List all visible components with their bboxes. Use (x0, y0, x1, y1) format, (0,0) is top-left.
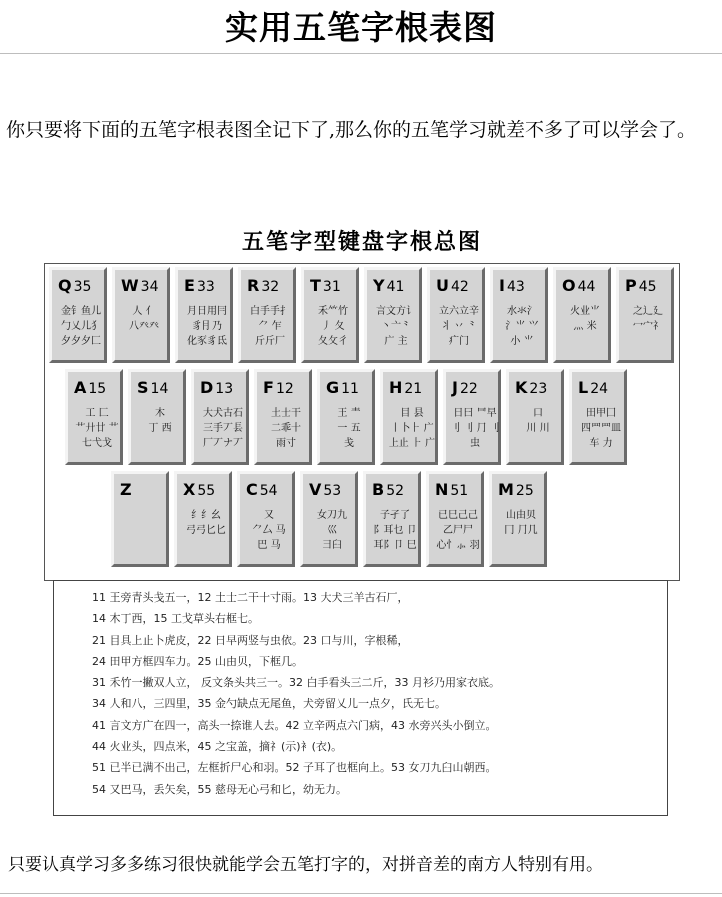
key-roots: 之辶廴 冖宀礻 (633, 306, 663, 332)
key-roots: 大犬古石 三手丆镸 厂丆ナ丆 (203, 408, 243, 449)
key-roots: 人 亻 八癶癶 (129, 306, 159, 332)
key-code: 41 (386, 279, 405, 295)
mnemonic-line: 21 目具上止卜虎皮，22 日早两竖与虫依。23 口与川，字根稀， (92, 633, 409, 647)
key-label (183, 480, 215, 501)
mnemonic-line: 51 已半已满不出己，左框折尸心和羽。52 子耳了也框向上。53 女刀九臼山朝西。 (92, 761, 497, 775)
key-roots: 又 ⺈厶 马 巴 马 (252, 510, 286, 551)
key-letter: A (74, 378, 87, 397)
key-label (120, 480, 134, 501)
key-m (489, 471, 547, 567)
key-label (184, 276, 215, 297)
key-code: 44 (577, 279, 596, 295)
key-roots: 火业⺌ 灬 米 (570, 306, 600, 332)
key-roots: 金钅鱼儿 勹乂儿犭 夕夕夕匚 (61, 306, 101, 347)
key-letter: E (184, 276, 195, 295)
key-letter: B (372, 480, 385, 499)
key-roots: 木 丁 西 (148, 408, 172, 434)
key-letter: C (246, 480, 258, 499)
key-letter: I (499, 276, 505, 295)
key-roots: 白手手扌 ⺈ 乍 斤斤厂 (250, 306, 290, 347)
key-roots: 月日用冃 豸⺝乃 化豕豸氐 (187, 306, 227, 347)
key-code: 12 (275, 381, 294, 397)
key-roots: 女刀九 巛 彐臼 (317, 510, 347, 551)
key-letter: G (326, 378, 340, 397)
key-label (74, 378, 106, 399)
intro-paragraph: 你只要将下面的五笔字根表图全记下了,那么你的五笔学习就差不多了可以学会了。 (6, 119, 697, 141)
key-letter: N (435, 480, 449, 499)
key-code: 13 (215, 381, 234, 397)
key-code: 42 (451, 279, 469, 295)
key-label (58, 276, 91, 297)
top-divider (0, 53, 722, 54)
key-label (435, 480, 468, 501)
key-z (111, 471, 169, 567)
key-letter: W (121, 276, 139, 295)
key-label (625, 276, 657, 297)
key-roots: 已巳己己 乙尸尸 心忄⺗ 羽 (436, 510, 480, 551)
key-o (553, 267, 611, 363)
key-letter: R (247, 276, 260, 295)
key-a (65, 369, 123, 465)
key-d (191, 369, 249, 465)
closing-paragraph: 只要认真学习多多练习很快就能学会五笔打字的，对拼音差的南方人特别有用。 (8, 855, 603, 875)
key-letter: J (452, 378, 458, 397)
key-letter: Y (373, 276, 385, 295)
key-roots: 立六立辛 丬 丷 ⺀ 疒门 (439, 306, 479, 347)
key-letter: F (263, 378, 274, 397)
key-k (506, 369, 564, 465)
key-label (372, 480, 404, 501)
mnemonic-line: 34 人和八，三四里，35 金勺缺点无尾鱼，犬旁留乂儿一点夕，氏无七。 (92, 697, 446, 711)
key-b (363, 471, 421, 567)
key-code: 11 (341, 381, 359, 397)
key-label (326, 378, 359, 399)
key-code: 25 (515, 483, 534, 499)
key-letter: D (200, 378, 214, 397)
key-roots: 禾⺮竹 丿 夂 夂攵彳 (318, 306, 348, 347)
key-e (175, 267, 233, 363)
mnemonic-line: 24 田甲方框四车力。25 山由贝，下框几。 (92, 654, 303, 668)
key-code: 23 (529, 381, 548, 397)
key-letter: K (515, 378, 528, 397)
key-code: 32 (261, 279, 280, 295)
key-letter: T (310, 276, 321, 295)
key-roots: 山由贝 冂 ⺆几 (504, 510, 538, 536)
mnemonic-line: 11 王旁青头戋五一，12 土士二干十寸雨。13 大犬三羊古石厂， (92, 591, 409, 604)
mnemonic-line: 41 言文方广在四一，高头一捺谁人去。42 立辛两点六门病，43 水旁兴头小倒立。 (92, 718, 497, 732)
key-p (616, 267, 674, 363)
key-label (200, 378, 233, 399)
key-label (499, 276, 525, 297)
key-v (300, 471, 358, 567)
key-roots: 土士干 二乖十 雨寸 (271, 408, 301, 449)
key-letter: P (625, 276, 637, 295)
mnemonic-line: 14 木丁西，15 工戈草头右框七。 (92, 612, 259, 626)
key-label (436, 276, 469, 297)
key-code: 24 (590, 381, 609, 397)
key-letter: M (498, 480, 514, 499)
bottom-divider (0, 893, 722, 894)
key-code: 52 (386, 483, 405, 499)
wubi-root-diagram (44, 226, 680, 826)
key-n (426, 471, 484, 567)
mnemonic-legend (53, 580, 668, 816)
key-code: 55 (197, 483, 216, 499)
key-code: 51 (450, 483, 469, 499)
key-label (452, 378, 478, 399)
key-roots: 田甲囗 四罒罒皿 车 力 (581, 408, 621, 449)
page-title: 实用五笔字根表图 (225, 8, 497, 47)
key-roots: 王 龶 一 五 戋 (337, 408, 361, 449)
mnemonic-line: 44 火业头，四点米，45 之宝盖，摘礻(示)衤(衣)。 (92, 740, 343, 754)
key-letter: L (578, 378, 589, 397)
key-h (380, 369, 438, 465)
key-code: 21 (404, 381, 423, 397)
key-letter: U (436, 276, 449, 295)
key-label (121, 276, 158, 297)
key-s (128, 369, 186, 465)
key-roots: 日曰 ⺜早 刂 刂 ⺆ 刂 虫 (450, 408, 500, 449)
key-label (309, 480, 341, 501)
key-w (112, 267, 170, 363)
key-letter: O (562, 276, 576, 295)
key-label (373, 276, 404, 297)
key-g (317, 369, 375, 465)
key-code: 34 (140, 279, 159, 295)
key-code: 45 (638, 279, 657, 295)
keyboard-frame (44, 263, 680, 581)
key-code: 14 (150, 381, 169, 397)
key-roots: 水氺⺡ 氵⺌ ⺍ 小 ⺌ (505, 306, 539, 347)
key-label (263, 378, 294, 399)
key-label (310, 276, 341, 297)
key-i (490, 267, 548, 363)
key-u (427, 267, 485, 363)
key-letter: V (309, 480, 322, 499)
key-roots: 工 匚 艹廾廿 艹 七弋戈 (75, 408, 119, 449)
key-roots: 言文方讠 丶亠⺀ 广 主 (376, 306, 416, 347)
key-roots: 纟纟幺 弓弓匕匕 (186, 510, 226, 536)
key-label (246, 480, 278, 501)
key-l (569, 369, 627, 465)
key-r (238, 267, 296, 363)
key-y (364, 267, 422, 363)
key-label (137, 378, 168, 399)
key-c (237, 471, 295, 567)
key-f (254, 369, 312, 465)
key-label (247, 276, 279, 297)
mnemonic-line: 54 又巴马，丢矢矣，55 慈母无心弓和匕，幼无力。 (92, 782, 347, 796)
key-code: 54 (259, 483, 278, 499)
key-label (578, 378, 608, 399)
key-roots: 目 县 丨卜⺊ 广 上止 ⺊ 广 (388, 408, 436, 449)
key-code: 22 (459, 381, 478, 397)
key-code: 43 (506, 279, 525, 295)
key-code: 33 (196, 279, 215, 295)
key-code: 35 (73, 279, 92, 295)
key-roots: 口 川 川 (526, 408, 550, 434)
key-t (301, 267, 359, 363)
key-letter: X (183, 480, 196, 499)
key-code: 31 (322, 279, 341, 295)
mnemonic-line: 31 禾竹一撇双人立， 反文条头共三一。32 白手看头三二斤，33 月衫乃用家衣底。 (92, 676, 500, 690)
key-letter: H (389, 378, 403, 397)
key-roots: 子孑了 阝耳乜 卩 耳阝卩 巳 (373, 510, 417, 551)
keyboard-heading: 五笔字型键盘字根总图 (241, 230, 482, 255)
key-code: 53 (323, 483, 342, 499)
key-x (174, 471, 232, 567)
key-label (515, 378, 547, 399)
key-code: 15 (88, 381, 107, 397)
key-q (49, 267, 107, 363)
key-letter: S (137, 378, 149, 397)
key-letter: Q (58, 276, 72, 295)
key-label (389, 378, 422, 399)
key-j (443, 369, 501, 465)
key-label (498, 480, 534, 501)
key-letter: Z (120, 480, 132, 499)
key-label (562, 276, 595, 297)
